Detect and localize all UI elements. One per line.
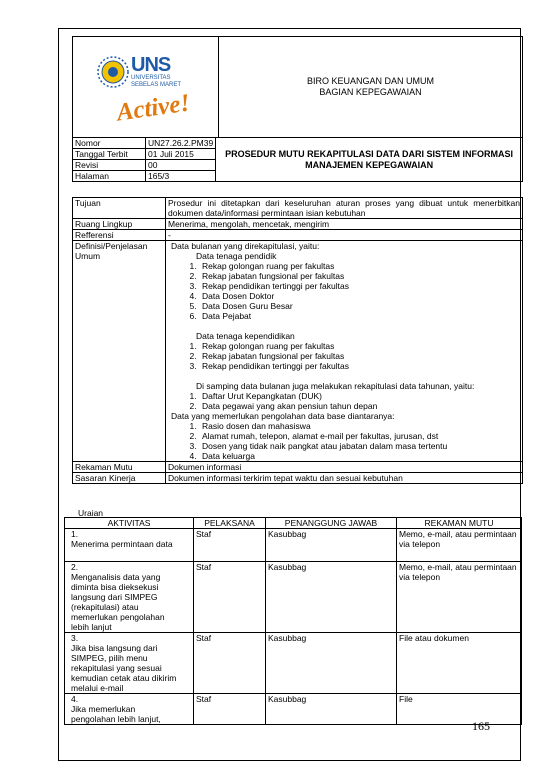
list-item: 5. Data Dosen Guru Besar: [199, 301, 520, 311]
step-number: 1.: [71, 529, 79, 539]
column-header: AKTIVITAS: [65, 518, 194, 529]
ruang-text: Menerima, mengolah, mencetak, mengirim: [166, 219, 523, 230]
list-item: 1. Rasio dosen dan mahasiswa: [199, 421, 520, 431]
table-row: [65, 529, 522, 562]
tujuan-text: Prosedur ini ditetapkan dari keseluruhan aturan proses yang dibuat untuk menerbitkan dokumen data/informasi permintaan isian kebutuhan: [166, 198, 523, 219]
step-rekaman: File: [397, 694, 522, 725]
step-rekaman: File atau dokumen: [397, 633, 522, 694]
uns-logo: [73, 37, 219, 137]
sasaran-text: Dokumen informasi terkirim tepat waktu dan sesuai kebutuhan: [166, 473, 523, 484]
pendidik-list: [168, 261, 520, 321]
definisi-intro: Data bulanan yang direkapitulasi, yaitu:: [171, 241, 320, 251]
page-number: 165: [472, 719, 490, 733]
uraian-label: Uraian: [78, 508, 104, 518]
org-line-1: BIRO KEUANGAN DAN UMUM: [306, 76, 434, 86]
svg-text:SEBELAS MARET: SEBELAS MARET: [131, 82, 182, 88]
meta-label: Nomor: [73, 138, 146, 149]
meta-label: Halaman: [73, 171, 146, 182]
procedure-info-table: [72, 197, 523, 484]
meta-value: 00: [146, 160, 216, 171]
svg-text:UNIVERSITAS: UNIVERSITAS: [131, 75, 171, 81]
step-activity: Menerima permintaan data: [71, 539, 173, 549]
list-item: 1. Rekap golongan ruang per fakultas: [199, 341, 520, 351]
column-header: PELAKSANA: [194, 518, 266, 529]
step-pj: Kasubbag: [266, 633, 397, 694]
step-activity: Jika memerlukan pengolahan lebih lanjut,: [71, 704, 161, 724]
tahunan-intro: Di samping data bulanan juga melakukan rekapitulasi data tahunan, yaitu:: [196, 381, 475, 391]
olah-list: [168, 421, 520, 461]
uns-logo-graphic: [73, 37, 218, 137]
step-activity: Jika bisa langsung dari SIMPEG, pilih menu rekapitulasi yang sesuai kemudian cetak atau dikirim melalui e-mail: [71, 643, 177, 693]
list-item: 1. Daftar Urut Kepangkatan (DUK): [199, 391, 520, 401]
svg-text:Active!: Active!: [115, 89, 192, 127]
ref-text: -: [166, 230, 523, 241]
step-pelaksana: Staf: [194, 562, 266, 633]
step-activity: Menganalisis data yang diminta bisa dieksekusi langsung dari SIMPEG (rekapitulasi) atau memerlukan pengolahan lebih lanjut: [71, 572, 165, 632]
ref-label: Refferensi: [73, 230, 166, 241]
meta-label: Tanggal Terbit: [73, 149, 146, 160]
svg-text:UNS: UNS: [131, 54, 171, 76]
step-pj: Kasubbag: [266, 562, 397, 633]
list-item: 2. Data pegawai yang akan pensiun tahun depan: [199, 401, 520, 411]
procedure-steps-table: [64, 517, 522, 725]
ruang-label: Ruang Lingkup: [73, 219, 166, 230]
definisi-content: [166, 241, 523, 462]
table-row: [65, 694, 522, 725]
meta-value: UN27.26.2.PM39: [146, 138, 216, 149]
list-item: 3. Rekap pendidikan tertinggi per fakultas: [199, 281, 520, 291]
tahunan-list: [168, 391, 520, 411]
meta-label: Revisi: [73, 160, 146, 171]
step-number: 4.: [71, 694, 79, 704]
rekaman-text: Dokumen informasi: [166, 462, 523, 473]
table-row: [65, 562, 522, 633]
step-pelaksana: Staf: [194, 694, 266, 725]
step-rekaman: Memo, e-mail, atau permintaan via telepon: [397, 562, 522, 633]
list-item: 3. Dosen yang tidak naik pangkat atau jabatan dalam masa tertentu: [199, 441, 520, 451]
list-item: 2. Alamat rumah, telepon, alamat e-mail per fakultas, jurusan, dst: [199, 431, 520, 441]
meta-value: 01 Juli 2015: [146, 149, 216, 160]
tujuan-label: Tujuan: [73, 198, 166, 219]
rekaman-label: Rekaman Mutu: [73, 462, 166, 473]
pendidik-title: Data tenaga pendidik: [196, 251, 277, 261]
org-line-2: BAGIAN KEPEGAWAIAN: [319, 87, 422, 97]
sasaran-label: Sasaran Kinerja: [73, 473, 166, 484]
kependidikan-title: Data tenaga kependidikan: [196, 331, 295, 341]
list-item: 4. Data Dosen Doktor: [199, 291, 520, 301]
document-header: [72, 36, 523, 138]
list-item: 4. Data keluarga: [199, 451, 520, 461]
document-meta-table: [72, 137, 523, 182]
step-pelaksana: Staf: [194, 529, 266, 562]
list-item: 3. Rekap pendidikan tertinggi per fakultas: [199, 361, 520, 371]
olah-intro: Data yang memerlukan pengolahan data base diantaranya:: [171, 411, 395, 421]
step-pelaksana: Staf: [194, 633, 266, 694]
step-pj: Kasubbag: [266, 694, 397, 725]
column-header: PENANGGUNG JAWAB: [266, 518, 397, 529]
list-item: 2. Rekap jabatan fungsional per fakultas: [199, 271, 520, 281]
document-title: PROSEDUR MUTU REKAPITULASI DATA DARI SISTEM INFORMASI MANAJEMEN KEPEGAWAIAN: [216, 138, 523, 182]
meta-value: 165/3: [146, 171, 216, 182]
step-number: 2.: [71, 562, 79, 572]
kependidikan-list: [168, 341, 520, 371]
definisi-label: Definisi/Penjelasan Umum: [73, 241, 166, 462]
list-item: 2. Rekap jabatan fungsional per fakultas: [199, 351, 520, 361]
column-header: REKAMAN MUTU: [397, 518, 522, 529]
list-item: 6. Data Pejabat: [199, 311, 520, 321]
list-item: 1. Rekap golongan ruang per fakultas: [199, 261, 520, 271]
step-pj: Kasubbag: [266, 529, 397, 562]
step-number: 3.: [71, 633, 79, 643]
org-block: [219, 37, 522, 137]
step-rekaman: Memo, e-mail, atau permintaan via telepon: [397, 529, 522, 562]
table-row: [65, 633, 522, 694]
